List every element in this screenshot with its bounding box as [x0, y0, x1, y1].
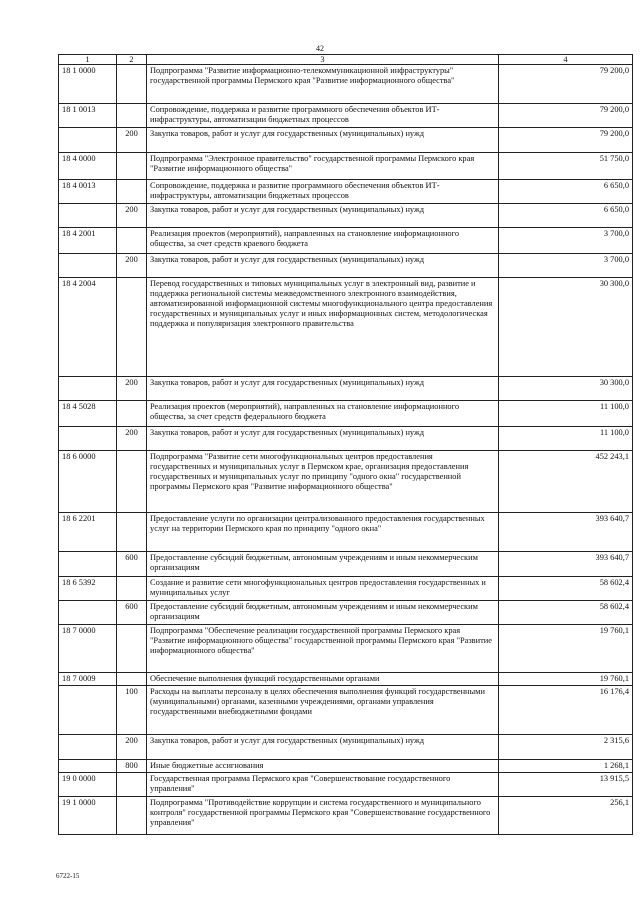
row-expense-type: [117, 65, 147, 104]
row-amount: 6 650,0: [499, 180, 633, 204]
row-amount: 6 650,0: [499, 204, 633, 228]
row-code: 18 4 0000: [59, 153, 117, 180]
row-expense-type: [117, 797, 147, 835]
row-code: [59, 204, 117, 228]
row-name: Закупка товаров, работ и услуг для государственных (муниципальных) нужд: [147, 254, 499, 278]
row-code: [59, 760, 117, 773]
row-expense-type: [117, 577, 147, 601]
row-code: [59, 552, 117, 577]
row-name: Подпрограмма "Развитие сети многофункциональных центров предоставления государственных и муниципальных услуг в Пермском крае, организация предоставления государственных и муниципальных услуг по принципу "одного окна" государственной программы Пермского края "Развитие информационного общества": [147, 451, 499, 513]
row-amount: 2 315,6: [499, 735, 633, 760]
row-expense-type: 800: [117, 760, 147, 773]
table-row: [59, 735, 633, 760]
row-code: 18 1 0000: [59, 65, 117, 104]
row-amount: 16 176,4: [499, 686, 633, 735]
row-expense-type: [117, 401, 147, 427]
page-number: 42: [316, 44, 324, 53]
row-expense-type: 600: [117, 552, 147, 577]
row-expense-type: [117, 673, 147, 686]
row-amount: 51 750,0: [499, 153, 633, 180]
row-name: Реализация проектов (мероприятий), направленных на становление информационного общества, за счет средств краевого бюджета: [147, 228, 499, 254]
row-code: 18 4 0013: [59, 180, 117, 204]
footer-code: 6722-15: [56, 872, 80, 880]
row-amount: 11 100,0: [499, 427, 633, 451]
header-col-2: 2: [117, 55, 147, 65]
row-code: 18 6 2201: [59, 513, 117, 552]
row-expense-type: 100: [117, 686, 147, 735]
row-code: [59, 601, 117, 625]
row-code: [59, 686, 117, 735]
table-row: [59, 180, 633, 204]
row-amount: 79 200,0: [499, 65, 633, 104]
row-name: Обеспечение выполнения функций государственными органами: [147, 673, 499, 686]
row-amount: 19 760,1: [499, 673, 633, 686]
table-row: [59, 228, 633, 254]
row-code: 18 1 0013: [59, 104, 117, 128]
row-expense-type: 600: [117, 601, 147, 625]
table-row: [59, 104, 633, 128]
row-name: Расходы на выплаты персоналу в целях обеспечения выполнения функций государственными (муниципальными) органами, казенными учреждениями, органами управления государственными внебюджетными фондами: [147, 686, 499, 735]
row-code: 18 7 0000: [59, 625, 117, 673]
table-row: [59, 401, 633, 427]
table-row: [59, 377, 633, 401]
row-code: 18 4 5028: [59, 401, 117, 427]
row-amount: 3 700,0: [499, 254, 633, 278]
row-code: [59, 427, 117, 451]
row-expense-type: [117, 451, 147, 513]
row-amount: 58 602,4: [499, 577, 633, 601]
row-expense-type: 200: [117, 128, 147, 153]
table-row: [59, 577, 633, 601]
row-amount: 58 602,4: [499, 601, 633, 625]
table-row: [59, 65, 633, 104]
row-expense-type: 200: [117, 735, 147, 760]
row-expense-type: 200: [117, 204, 147, 228]
table-row: [59, 278, 633, 377]
row-expense-type: [117, 153, 147, 180]
row-name: Закупка товаров, работ и услуг для государственных (муниципальных) нужд: [147, 204, 499, 228]
row-name: Предоставление субсидий бюджетным, автономным учреждениям и иным некоммерческим организациям: [147, 601, 499, 625]
row-code: 18 7 0009: [59, 673, 117, 686]
row-name: Перевод государственных и типовых муниципальных услуг в электронный вид, развитие и поддержка региональной системы межведомственного электронного взаимодействия, автоматизированной информационной системы многофункционального центра предоставления государственных и муниципальных услуг и иных информационных систем, методологическая поддержка и популяризация электронного правительства: [147, 278, 499, 377]
row-name: Подпрограмма "Противодействие коррупции и система государственного и муниципального контроля" государственной программы Пермского края "Совершенствование государственного управления": [147, 797, 499, 835]
row-expense-type: 200: [117, 427, 147, 451]
row-name: Закупка товаров, работ и услуг для государственных (муниципальных) нужд: [147, 377, 499, 401]
row-code: 18 4 2004: [59, 278, 117, 377]
row-amount: 79 200,0: [499, 128, 633, 153]
row-code: 18 6 5392: [59, 577, 117, 601]
row-name: Сопровождение, поддержка и развитие программного обеспечения объектов ИТ-инфраструктуры, автоматизации бюджетных процессов: [147, 104, 499, 128]
table-row: [59, 773, 633, 797]
row-expense-type: [117, 513, 147, 552]
row-code: 18 4 2001: [59, 228, 117, 254]
row-name: Предоставление субсидий бюджетным, автономным учреждениям и иным некоммерческим организациям: [147, 552, 499, 577]
row-amount: 30 300,0: [499, 278, 633, 377]
table-row: [59, 625, 633, 673]
row-expense-type: [117, 625, 147, 673]
row-name: Подпрограмма "Обеспечение реализации государственной программы Пермского края "Развитие информационного общества" государственной программы Пермского края "Развитие информационного общества": [147, 625, 499, 673]
row-amount: 79 200,0: [499, 104, 633, 128]
row-amount: 256,1: [499, 797, 633, 835]
table-row: [59, 552, 633, 577]
row-expense-type: 200: [117, 377, 147, 401]
row-name: Закупка товаров, работ и услуг для государственных (муниципальных) нужд: [147, 427, 499, 451]
table-row: [59, 601, 633, 625]
row-name: Сопровождение, поддержка и развитие программного обеспечения объектов ИТ-инфраструктуры, автоматизации бюджетных процессов: [147, 180, 499, 204]
table-row: [59, 686, 633, 735]
row-expense-type: [117, 180, 147, 204]
table-row: [59, 451, 633, 513]
table-row: [59, 427, 633, 451]
table-row: [59, 254, 633, 278]
row-expense-type: [117, 104, 147, 128]
table-row: [59, 513, 633, 552]
row-name: Создание и развитие сети многофункциональных центров предоставления государственных и муниципальных услуг: [147, 577, 499, 601]
table-row: [59, 153, 633, 180]
table-row: [59, 128, 633, 153]
row-expense-type: 200: [117, 254, 147, 278]
row-code: 19 0 0000: [59, 773, 117, 797]
header-col-4: 4: [499, 55, 633, 65]
row-name: Подпрограмма "Развитие информационно-телекоммуникационной инфраструктуры" государственной программы Пермского края "Развитие информационного общества": [147, 65, 499, 104]
row-amount: 13 915,5: [499, 773, 633, 797]
budget-table: [58, 54, 633, 835]
row-code: 19 1 0000: [59, 797, 117, 835]
row-name: Подпрограмма "Электронное правительство" государственной программы Пермского края "Развитие информационного общества": [147, 153, 499, 180]
row-amount: 19 760,1: [499, 625, 633, 673]
row-amount: 30 300,0: [499, 377, 633, 401]
row-amount: 452 243,1: [499, 451, 633, 513]
row-code: [59, 128, 117, 153]
row-name: Иные бюджетные ассигнования: [147, 760, 499, 773]
table-row: [59, 760, 633, 773]
row-expense-type: [117, 228, 147, 254]
row-code: [59, 377, 117, 401]
row-amount: 3 700,0: [499, 228, 633, 254]
row-name: Государственная программа Пермского края "Совершенствование государственного управления": [147, 773, 499, 797]
row-code: 18 6 0000: [59, 451, 117, 513]
row-amount: 393 640,7: [499, 552, 633, 577]
table-header-row: [59, 55, 633, 65]
row-amount: 11 100,0: [499, 401, 633, 427]
table-row: [59, 797, 633, 835]
header-col-3: 3: [147, 55, 499, 65]
table-row: [59, 673, 633, 686]
row-amount: 393 640,7: [499, 513, 633, 552]
row-name: Закупка товаров, работ и услуг для государственных (муниципальных) нужд: [147, 735, 499, 760]
table-row: [59, 204, 633, 228]
row-code: [59, 254, 117, 278]
row-name: Предоставление услуги по организации централизованного предоставления государственных услуг на территории Пермского края по принципу "одного окна": [147, 513, 499, 552]
row-expense-type: [117, 773, 147, 797]
row-name: Реализация проектов (мероприятий), направленных на становление информационного общества, за счет средств федерального бюджета: [147, 401, 499, 427]
row-expense-type: [117, 278, 147, 377]
header-col-1: 1: [59, 55, 117, 65]
row-name: Закупка товаров, работ и услуг для государственных (муниципальных) нужд: [147, 128, 499, 153]
row-amount: 1 268,1: [499, 760, 633, 773]
row-code: [59, 735, 117, 760]
